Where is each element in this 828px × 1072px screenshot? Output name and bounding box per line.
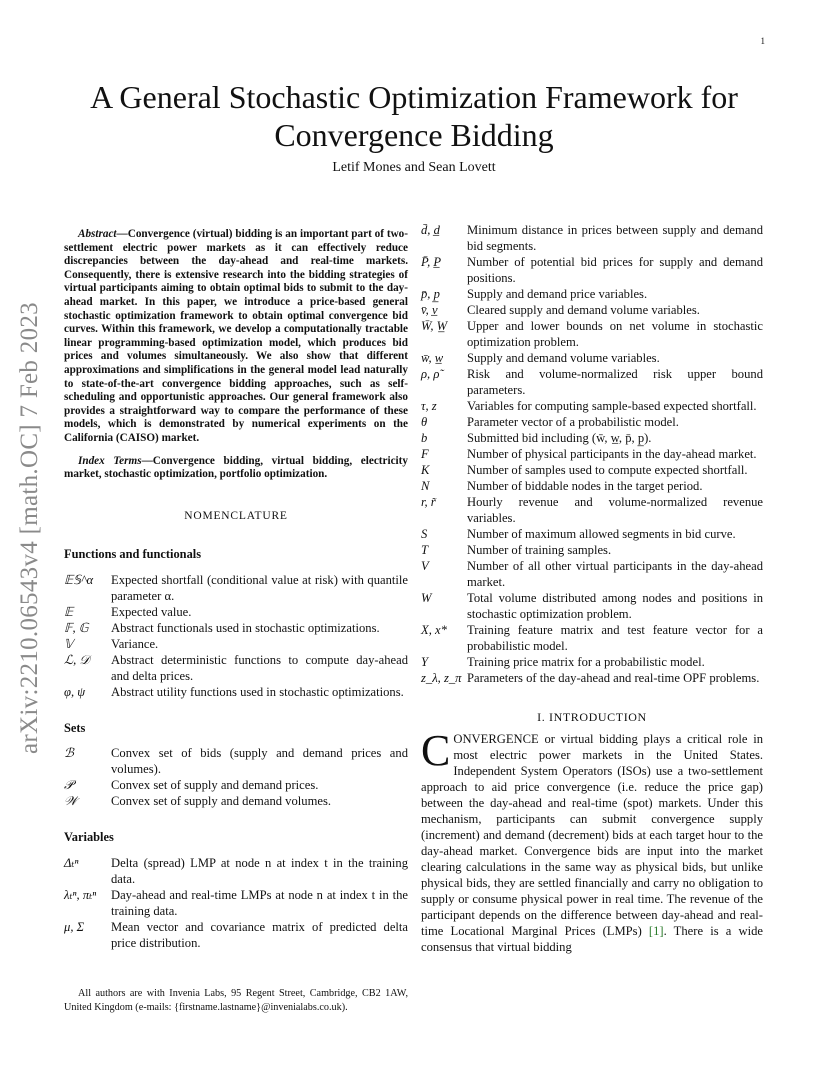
footnote: All authors are with Invenia Labs, 95 Regent Street, Cambridge, CB2 1AW, United Kingdom (e-mails: {firstname.lastname}@invenialabs.co.uk). [64,988,408,1013]
nomenclature-row [64,684,408,700]
page-number: 1 [760,36,765,46]
nomenclature-description: Abstract functionals used in stochastic optimizations. [111,620,380,635]
nomenclature-symbol: 𝔼𝕊^α [64,572,94,587]
nomenclature-section-heading: Sets [64,720,86,735]
nomenclature-symbol: v̄, v̲ [421,303,438,317]
nomenclature-symbol: ℬ [64,746,74,761]
nomenclature-description: Number of potential bid prices for supply and demand positions. [467,255,763,285]
nomenclature-row [64,919,408,951]
index-label: Index Terms [78,454,142,467]
nomenclature-symbol: θ [421,415,428,429]
nomenclature-row [421,494,763,526]
nomenclature-row [64,887,408,919]
nomenclature-description: Supply and demand volume variables. [467,351,660,365]
nomenclature-heading: NOMENCLATURE [184,509,288,522]
nomenclature-row [421,654,763,670]
nomenclature-symbol: d̄, d̲ [421,223,440,237]
nomenclature-symbol: p̄, p̲ [421,287,440,301]
citation-link[interactable]: [1] [648,924,664,939]
nomenclature-row [421,478,763,494]
paper-title: A General Stochastic Optimization Framework for Convergence Bidding [90,79,738,153]
nomenclature-row [421,398,763,414]
nomenclature-row [64,652,408,684]
nomenclature-description: Hourly revenue and volume-normalized revenue variables. [467,495,763,525]
nomenclature-row [64,855,408,887]
nomenclature-row [421,222,763,254]
nomenclature-row [64,745,408,777]
nomenclature-row [421,670,763,686]
nomenclature-symbol: ℒ, 𝒟 [64,652,90,667]
nomenclature-symbol: Δₜⁿ [64,856,79,871]
nomenclature-description: Expected value. [111,604,192,619]
nomenclature-symbol: w̄, w̲ [421,351,444,365]
nomenclature-description: Training price matrix for a probabilistic model. [467,655,705,669]
nomenclature-row [64,620,408,636]
nomenclature-symbol: 𝔼 [64,604,74,619]
nomenclature-symbol: 𝔽, 𝔾 [64,620,89,635]
nomenclature-symbol: z_λ, z_π [421,671,462,685]
nomenclature-symbol: 𝕍 [64,636,74,651]
nomenclature-row [421,350,763,366]
nomenclature-description: Training feature matrix and test feature vector for a probabilistic model. [467,623,763,653]
nomenclature-row [421,558,763,590]
nomenclature-symbol: T [421,543,429,557]
index-terms [64,455,408,482]
nomenclature-description: Expected shortfall (conditional value at risk) with quantile parameter α. [111,572,408,603]
nomenclature-description: Abstract utility functions used in stochastic optimizations. [111,684,404,699]
nomenclature-row [421,286,763,302]
nomenclature-description: Number of maximum allowed segments in bid curve. [467,527,736,541]
nomenclature-description: Delta (spread) LMP at node n at index t in the training data. [111,856,408,887]
nomenclature-symbol: λₜⁿ, πₜⁿ [64,888,97,903]
abstract-text: —Convergence (virtual) bidding is an important part of two-settlement electric power markets as it can effectively reduce discrepancies between the day-ahead and real-time markets. Consequently, there is extensive research into the bidding strategies of virtual participants aiming to obtain optimal bids to submit to the day-ahead market. In this paper, we introduce a price-based general stochastic optimization framework to obtain optimal convergence bid curves. Within this framework, we develop a computationally tractable linear programming-based optimization model, which produces bid prices and volumes simultaneously. We also show that different approximations and simplifications in the general model lead naturally to state-of-the-art convergence bidding approaches, such as self-scheduling and opportunistic approaches. Our general framework also provides a straightforward way to compare the performance of these models, which is demonstrated by numerical experiments on the California (CAISO) market. [64,228,408,444]
nomenclature-symbol: μ, Σ [64,920,85,935]
nomenclature-row [421,590,763,622]
nomenclature-description: Number of biddable nodes in the target period. [467,479,703,493]
abstract-label: Abstract [78,228,117,240]
authors: Letif Mones and Sean Lovett [332,160,496,175]
nomenclature-symbol: K [421,463,430,477]
nomenclature-symbol: b [421,431,428,445]
nomenclature-description: Total volume distributed among nodes and positions in stochastic optimization problem. [467,591,763,621]
nomenclature-row [421,526,763,542]
nomenclature-symbol: N [421,479,430,493]
nomenclature-row [64,777,408,793]
nomenclature-symbol: τ, z [421,399,437,413]
nomenclature-left [64,548,408,951]
nomenclature-section-heading: Variables [64,830,114,845]
nomenclature-row [421,462,763,478]
arxiv-watermark [8,278,52,778]
nomenclature-description: Number of samples used to compute expected shortfall. [467,463,748,477]
nomenclature-description: Day-ahead and real-time LMPs at node n at index t in the training data. [111,888,408,919]
nomenclature-description: Abstract deterministic functions to compute day-ahead and delta prices. [111,652,408,683]
nomenclature-row [64,793,408,809]
nomenclature-description: Submitted bid including (w̄, w̲, p̄, p̲). [467,431,652,445]
nomenclature-symbol: W [421,591,432,605]
nomenclature-row [64,636,408,652]
nomenclature-row [421,366,763,398]
nomenclature-section-heading: Functions and functionals [64,547,202,562]
nomenclature-description: Parameters of the day-ahead and real-time OPF problems. [467,671,760,685]
nomenclature-description: Minimum distance in prices between supply and demand bid segments. [467,223,763,253]
nomenclature-symbol: F [421,447,429,461]
nomenclature-symbol: ρ, ρ̃ [421,367,440,381]
nomenclature-symbol: P̄, P̲ [421,255,442,269]
drop-cap: C [421,726,451,776]
nomenclature-row [421,318,763,350]
nomenclature-symbol: X, x* [421,623,447,637]
nomenclature-symbol: V [421,559,429,573]
nomenclature-description: Number of training samples. [467,543,612,557]
nomenclature-row [421,302,763,318]
nomenclature-row [64,572,408,604]
nomenclature-description: Upper and lower bounds on net volume in stochastic optimization problem. [467,319,763,349]
nomenclature-symbol: W̄, W̲ [421,319,448,333]
nomenclature-row [421,542,763,558]
nomenclature-description: Convex set of supply and demand prices. [111,778,319,793]
nomenclature-description: Parameter vector of a probabilistic model. [467,415,679,429]
nomenclature-description: Risk and volume-normalized risk upper bound parameters. [467,367,763,397]
nomenclature-row [421,622,763,654]
nomenclature-description: Convex set of supply and demand volumes. [111,794,332,809]
nomenclature-symbol: φ, ψ [64,684,86,699]
nomenclature-description: Number of all other virtual participants in the day-ahead market. [467,559,763,589]
nomenclature-row [421,254,763,286]
nomenclature-symbol: 𝒲 [64,794,78,809]
arxiv-id: arXiv:2210.06543v4 [math.OC] 7 Feb 2023 [16,302,43,754]
nomenclature-symbol: 𝒫 [64,778,74,793]
index-text: —Convergence bidding, virtual bidding, electricity market, stochastic optimization, portfolio optimization. [64,454,408,481]
abstract [64,228,408,446]
nomenclature-description: Supply and demand price variables. [467,287,648,301]
intro-heading: I. INTRODUCTION [537,710,647,724]
intro-paragraph [421,726,763,955]
nomenclature-description: Variables for computing sample-based expected shortfall. [467,399,757,413]
nomenclature-symbol: S [421,527,428,541]
nomenclature-symbol: Y [421,655,429,669]
nomenclature-row [421,430,763,446]
nomenclature-description: Cleared supply and demand volume variables. [467,303,700,317]
intro-text: ONVERGENCE or virtual bidding plays a critical role in most electric power markets in the United States. Independent System Operators (ISOs) use a two-settlement approach to aid price convergence (i.e. reduce the price gap) between the day-ahead and real-time (spot) markets. Under this mechanism, participants can submit convergence supply (increment) and demand (decrement) bids at each target hour to the day-ahead market. Convergence bids are input into the market clearing calculations in the same way as physical bids, but unlike physical bids, they are settled financially and carry no obligation to supply or consume physical power in real time. The revenue of the participant depends on the difference between day-ahead and real-time Locational Marginal Prices (LMPs) [421,732,763,939]
left-column [64,228,408,951]
nomenclature-row [421,446,763,462]
intro-tail: . There is a wide consensus that virtual bidding [421,924,763,955]
nomenclature-description: Number of physical participants in the day-ahead market. [467,447,757,461]
nomenclature-description: Convex set of bids (supply and demand prices and volumes). [111,746,408,777]
nomenclature-description: Variance. [111,636,159,651]
nomenclature-symbol: r, r̃ [421,495,436,509]
nomenclature-row [64,604,408,620]
nomenclature-row [421,414,763,430]
nomenclature-right [421,222,763,686]
nomenclature-description: Mean vector and covariance matrix of predicted delta price distribution. [111,920,408,951]
right-column [421,222,763,955]
